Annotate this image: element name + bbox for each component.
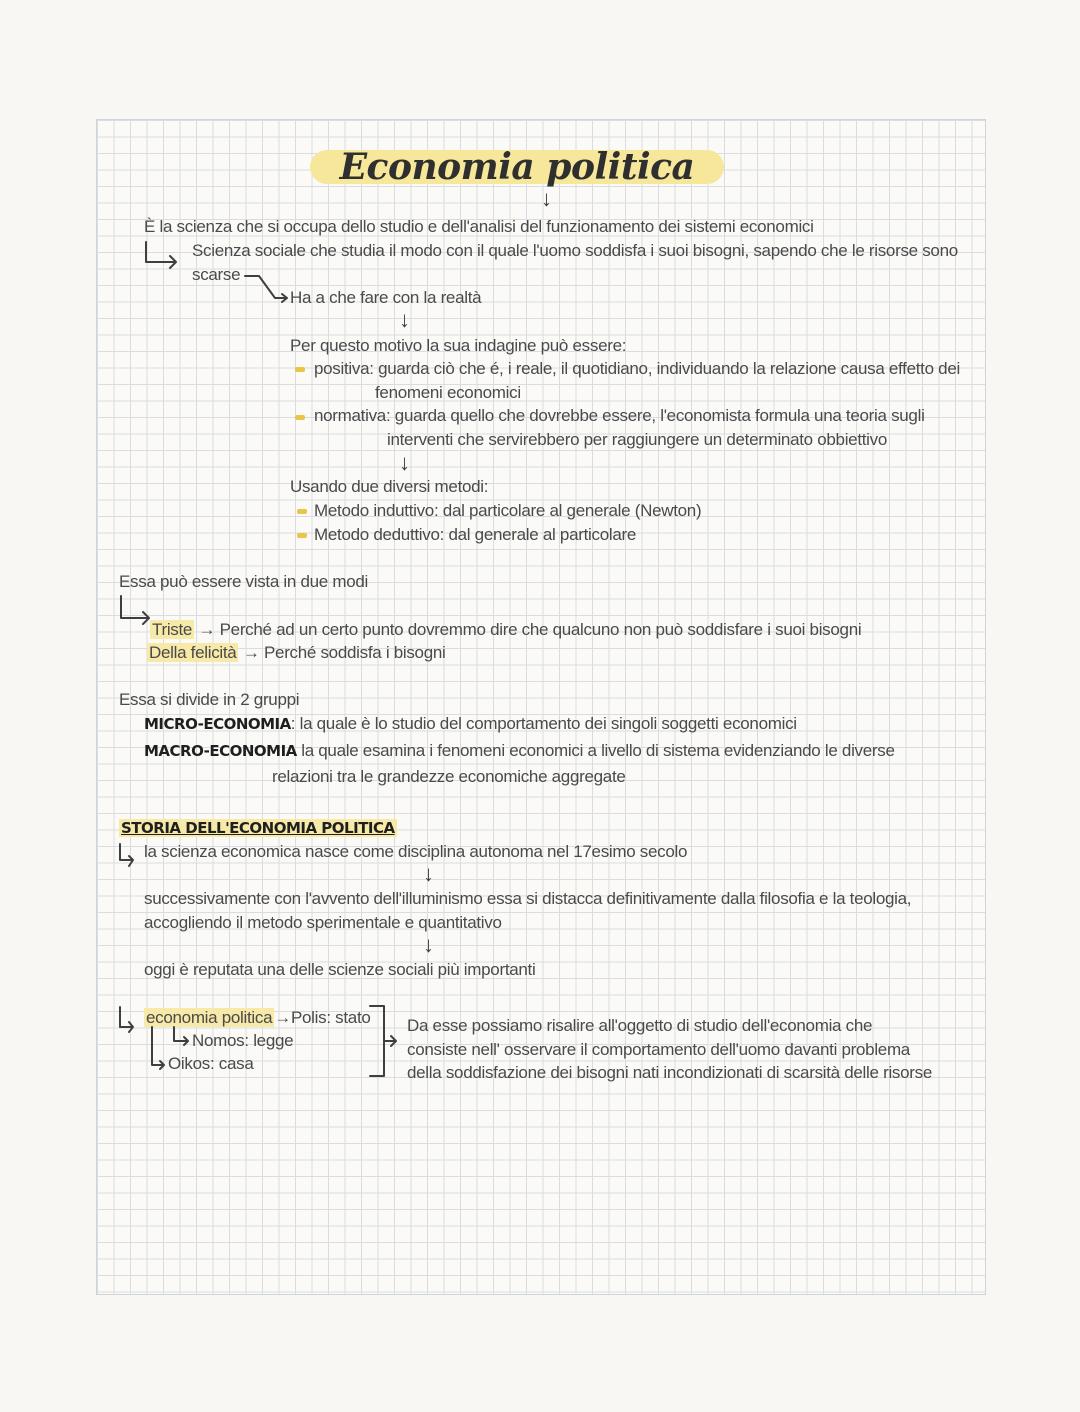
felicita-label: Della felicità [149, 643, 237, 662]
felicita-text: Perché soddisfa i bisogni [264, 643, 446, 662]
storia-line4: oggi è reputata una delle scienze sociali più importanti [144, 960, 536, 979]
storia-heading: STORIA DELL'ECONOMIA POLITICA [121, 819, 395, 837]
conclusion-line1: Da esse possiamo risalire all'oggetto di studio dell'economia che [407, 1016, 873, 1035]
intro-definition: È la scienza che si occupa dello studio e dell'analisi del funzionamento dei sistemi economici [144, 217, 814, 236]
arrow-right-icon: → [194, 620, 220, 639]
etimo-label: economia politica [146, 1008, 273, 1027]
bullet-dash [295, 415, 305, 420]
storia-line1: la scienza economica nasce come disciplina autonoma nel 17esimo secolo [144, 842, 688, 861]
oikos-text: Oikos: casa [168, 1054, 254, 1073]
modi-heading: Essa può essere vista in due modi [119, 572, 369, 591]
arrow-down-icon: ↓ [399, 450, 410, 475]
gruppi-heading: Essa si divide in 2 gruppi [119, 690, 300, 709]
positiva-line1: positiva: guarda ciò che é, i reale, il quotidiano, individuando la relazione causa effetto dei [314, 359, 960, 378]
storia-line2: successivamente con l'avvento dell'illuminismo essa si distacca definitivamente dalla filosofia e la teologia, [144, 889, 912, 908]
intro-social-science: Scienza sociale che studia il modo con il quale l'uomo soddisfa i suoi bisogni, sapendo che le risorse sono [192, 241, 958, 260]
arrow-right-icon: → [274, 1008, 291, 1027]
modo-felicita [147, 642, 446, 664]
micro-text: : la quale è lo studio del comportamento dei singoli soggetti economici [290, 714, 797, 733]
branch-arrow-icon [117, 1005, 147, 1075]
intro-scarce: scarse [192, 265, 241, 284]
arrow-down-icon: ↓ [423, 932, 434, 957]
conclusion-line3: della soddisfazione dei bisogni nati incondizionati di scarsità delle risorse [407, 1063, 932, 1082]
normativa-line2: interventi che servirebbero per raggiungere un determinato obbiettivo [387, 430, 888, 449]
nomos-text: Nomos: legge [192, 1031, 294, 1050]
micro-economia [144, 713, 797, 735]
branch-arrow-icon [117, 842, 145, 872]
storia-line3: accogliendo il metodo sperimentale e quantitativo [144, 913, 502, 932]
arrow-right-icon: → [238, 643, 264, 662]
conclusion-line2: consiste nell' osservare il comportamento dell'uomo davanti problema [407, 1040, 910, 1059]
macro-text-2: relazioni tra le grandezze economiche aggregate [272, 767, 626, 786]
macro-label: MACRO-ECONOMIA [144, 742, 297, 760]
bullet-dash [297, 509, 307, 514]
modo-triste [150, 619, 861, 641]
bullet-dash [297, 533, 307, 538]
macro-text: la quale esamina i fenomeni economici a livello di sistema evidenziando le diverse [301, 741, 895, 760]
arrow-down-icon: ↓ [399, 307, 410, 332]
page-title: Economia politica [339, 146, 695, 188]
metodo-deduttivo: Metodo deduttivo: dal generale al particolare [314, 525, 636, 544]
branch-arrow-icon [144, 240, 184, 270]
bracket-icon [366, 1002, 402, 1080]
intro-reality: Ha a che fare con la realtà [290, 288, 482, 307]
arrow-down-icon: ↓ [423, 861, 434, 886]
macro-economia [144, 740, 895, 762]
arrow-down-icon: ↓ [541, 186, 552, 211]
polis-text: Polis: stato [290, 1008, 371, 1027]
bullet-dash [295, 367, 305, 372]
intro-motivo: Per questo motivo la sua indagine può essere: [290, 336, 627, 355]
branch-arrow-icon [243, 272, 293, 308]
normativa-line1: normativa: guarda quello che dovrebbe essere, l'economista formula una teoria sugli [314, 406, 925, 425]
micro-label: MICRO-ECONOMIA [144, 715, 291, 733]
positiva-line2: fenomeni economici [375, 383, 521, 402]
metodo-induttivo: Metodo induttivo: dal particolare al generale (Newton) [314, 501, 702, 520]
triste-label: Triste [152, 620, 193, 639]
triste-text: Perché ad un certo punto dovremmo dire che qualcuno non può soddisfare i suoi bisogni [219, 620, 862, 639]
metodi-heading: Usando due diversi metodi: [290, 477, 489, 496]
